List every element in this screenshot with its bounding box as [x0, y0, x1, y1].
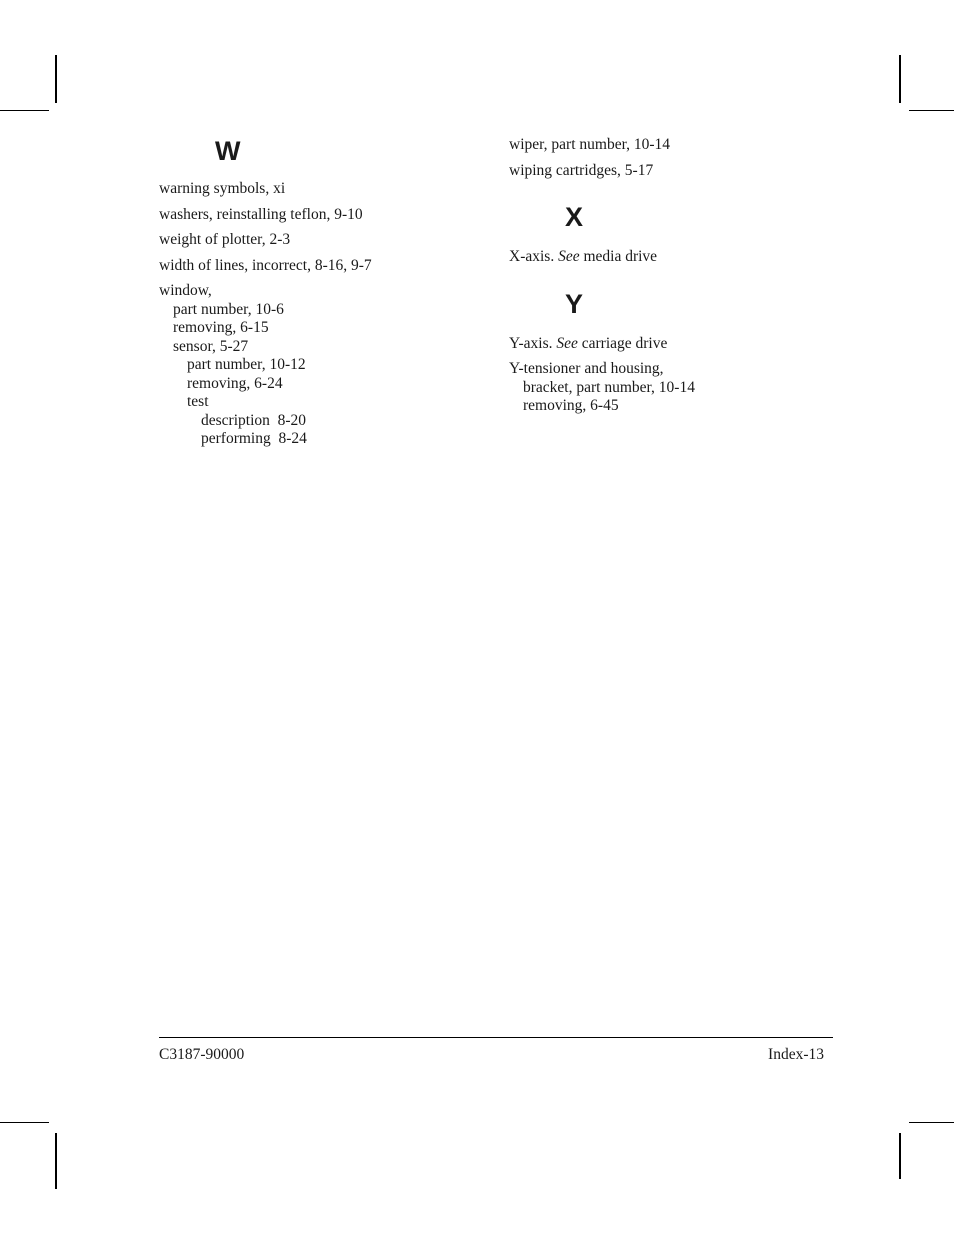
index-subentry: test	[187, 393, 209, 410]
index-entry: weight of plotter, 2-3	[159, 231, 291, 248]
index-entry: washers, reinstalling teflon, 9-10	[159, 205, 363, 223]
index-column-right	[509, 136, 839, 416]
index-subentry: part number, 10-6	[173, 300, 284, 318]
section-letter-w: W	[215, 136, 241, 166]
footer-page-label: Index-13	[768, 1046, 824, 1063]
crop-mark-top-left-vertical	[55, 55, 57, 103]
index-subentry: sensor, 5-27	[173, 337, 249, 355]
index-subentry: removing, 6-45	[523, 397, 619, 414]
index-subentry: performing 8-24	[201, 430, 307, 447]
index-subentry: removing, 6-24	[187, 374, 283, 392]
crop-mark-top-left-horizontal	[0, 110, 49, 111]
crop-mark-bottom-left-vertical	[55, 1133, 57, 1189]
section-letter-x: X	[565, 202, 584, 232]
index-entry: Y-tensioner and housing,	[509, 360, 664, 377]
index-entry: window,	[159, 282, 212, 299]
see-reference: See	[558, 248, 580, 265]
index-entry: wiping cartridges, 5-17	[509, 161, 654, 179]
crop-mark-top-right-horizontal	[909, 110, 954, 111]
entry-text: carriage drive	[577, 334, 668, 352]
section-letter-y: Y	[565, 288, 584, 319]
index-entry-x-axis	[509, 248, 839, 267]
index-entry: width of lines, incorrect, 8-16, 9-7	[159, 256, 372, 274]
footer-doc-number: C3187-90000	[159, 1046, 245, 1063]
index-entry: wiper, part number, 10-14	[509, 136, 671, 153]
index-column-left	[159, 136, 489, 449]
index-subentry: description 8-20	[201, 411, 307, 429]
index-entry: warning symbols, xi	[159, 180, 286, 197]
crop-mark-bottom-right-vertical	[899, 1133, 901, 1179]
footer-rule	[159, 1037, 833, 1038]
index-entry-y-axis	[509, 335, 839, 354]
entry-text: media drive	[579, 248, 658, 265]
entry-text: Y-axis.	[509, 334, 557, 352]
see-reference: See	[556, 334, 578, 352]
index-subentry: part number, 10-12	[187, 356, 306, 373]
index-subentry: removing, 6-15	[173, 319, 269, 336]
index-subentry: bracket, part number, 10-14	[523, 378, 695, 396]
crop-mark-bottom-left-horizontal	[0, 1122, 49, 1123]
entry-text: X-axis.	[509, 248, 559, 265]
crop-mark-top-right-vertical	[899, 55, 901, 103]
crop-mark-bottom-right-horizontal	[909, 1122, 954, 1123]
